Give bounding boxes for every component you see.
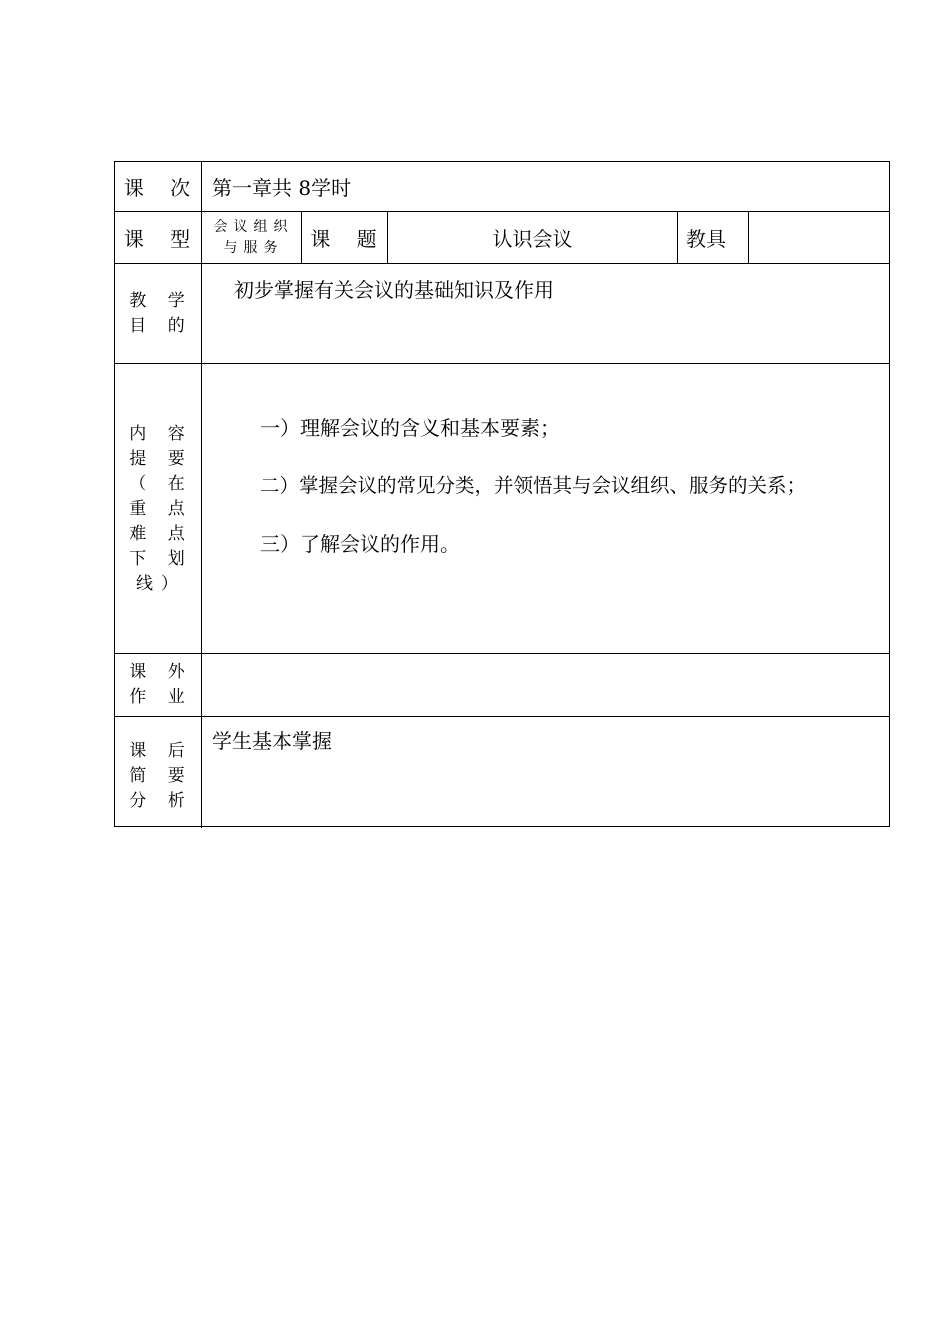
tools-label: 教具 bbox=[686, 227, 726, 251]
homework-label-line2: 作 业 bbox=[129, 687, 193, 707]
objective-label-cell bbox=[115, 264, 201, 363]
objective-value: 初步掌握有关会议的基础知识及作用 bbox=[234, 278, 554, 302]
type-label-cell bbox=[115, 212, 201, 263]
content-value-cell bbox=[201, 364, 889, 653]
row-content bbox=[115, 364, 889, 654]
tools-value-cell bbox=[748, 212, 889, 263]
objective-value-cell bbox=[201, 264, 889, 363]
row-type bbox=[115, 212, 889, 264]
topic-label-cell bbox=[301, 212, 387, 263]
session-value-cell bbox=[201, 162, 889, 211]
content-item: 二）掌握会议的常见分类，并领悟其与会议组织、服务的关系； bbox=[260, 474, 807, 497]
homework-label-cell bbox=[115, 654, 201, 716]
lesson-plan-table bbox=[114, 161, 890, 827]
type-value-line1: 会议组织 bbox=[213, 218, 294, 235]
analysis-label-line: 分 析 bbox=[129, 791, 193, 811]
session-value: 第一章共 8学时 bbox=[212, 176, 352, 200]
homework-value-cell bbox=[201, 654, 889, 716]
session-label-cell bbox=[115, 162, 201, 211]
objective-label-line1: 教 学 bbox=[129, 290, 193, 311]
topic-value: 认识会议 bbox=[492, 227, 573, 251]
row-homework bbox=[115, 654, 889, 717]
content-label-line: 提 要 bbox=[129, 449, 193, 469]
content-label-line: （ 在 bbox=[129, 474, 193, 494]
content-label-line: 线） bbox=[136, 574, 186, 594]
analysis-label-line: 简 要 bbox=[129, 766, 193, 786]
topic-label: 课 题 bbox=[310, 227, 387, 251]
content-label-line: 重 点 bbox=[129, 499, 193, 519]
analysis-value: 学生基本掌握 bbox=[212, 729, 332, 753]
homework-label-line1: 课 外 bbox=[129, 662, 193, 682]
content-item: 三）了解会议的作用。 bbox=[260, 532, 460, 556]
analysis-label-cell bbox=[115, 717, 201, 828]
type-value-cell bbox=[201, 212, 301, 263]
content-item: 一）理解会议的含义和基本要素； bbox=[260, 416, 560, 440]
analysis-value-cell bbox=[201, 717, 889, 828]
content-label-line: 下 划 bbox=[129, 549, 193, 569]
type-label: 课 型 bbox=[123, 227, 201, 251]
content-label-cell bbox=[115, 364, 201, 653]
row-session bbox=[115, 162, 889, 212]
session-label: 课 次 bbox=[123, 176, 201, 200]
row-objective bbox=[115, 264, 889, 364]
type-value-line2: 与服务 bbox=[223, 239, 284, 256]
tools-label-cell bbox=[677, 212, 748, 263]
row-analysis bbox=[115, 717, 889, 828]
analysis-label-line: 课 后 bbox=[129, 741, 193, 761]
topic-value-cell bbox=[387, 212, 677, 263]
content-label-line: 内 容 bbox=[129, 424, 193, 444]
content-label-line: 难 点 bbox=[129, 524, 193, 544]
objective-label-line2: 目 的 bbox=[129, 315, 193, 336]
